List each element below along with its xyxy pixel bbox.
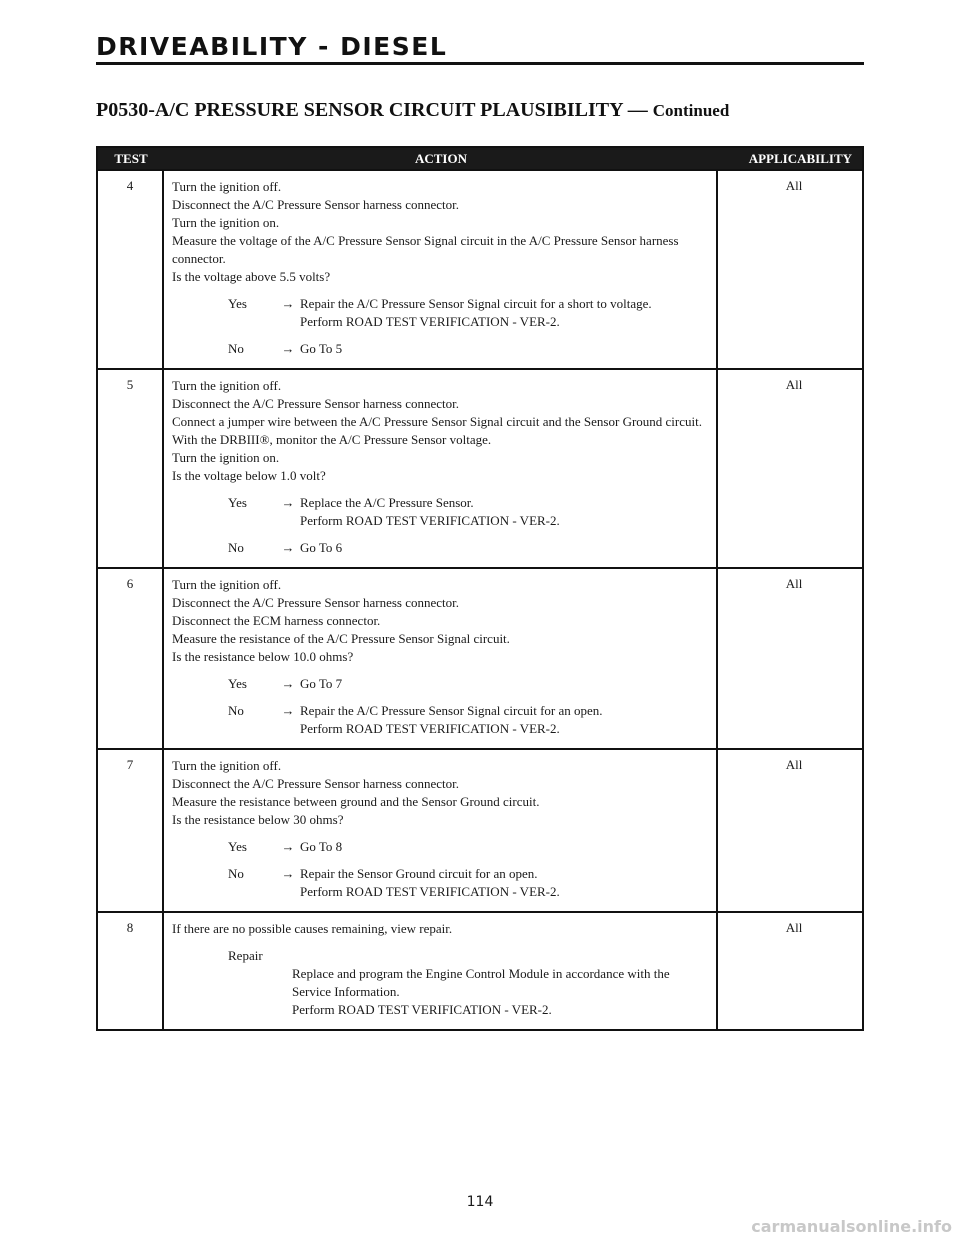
no-branch (172, 340, 710, 358)
test-applicability: All (785, 576, 803, 591)
header-action: ACTION (414, 151, 467, 166)
step-line: Disconnect the A/C Pressure Sensor harness connector. (172, 197, 460, 212)
step-question: Is the voltage below 1.0 volt? (172, 468, 326, 483)
no-branch (172, 539, 710, 557)
step-line: Disconnect the ECM harness connector. (172, 613, 381, 628)
yes-outcome (300, 295, 710, 331)
test-applicability: All (785, 178, 803, 193)
test-row (98, 567, 862, 748)
step-question: Is the voltage above 5.5 volts? (172, 269, 331, 284)
no-branch (172, 865, 710, 901)
step-line: If there are no possible causes remaining, view repair. (172, 921, 453, 936)
section-title: DRIVEABILITY - DIESEL (96, 32, 448, 61)
no-outcome (300, 539, 710, 557)
yes-outcome (300, 838, 710, 856)
test-number: 8 (98, 913, 164, 1029)
step-line: Turn the ignition off. (172, 758, 282, 773)
test-row (98, 368, 862, 567)
repair-instructions (228, 965, 710, 1019)
title-rule (96, 62, 864, 65)
heading-title: P0530-A/C PRESSURE SENSOR CIRCUIT PLAUSIBILITY — (96, 99, 648, 121)
page-heading (96, 99, 729, 122)
no-text: Go To 5 (300, 341, 343, 356)
step-line: Disconnect the A/C Pressure Sensor harness connector. (172, 595, 460, 610)
repair-line: Perform ROAD TEST VERIFICATION - VER-2. (292, 1002, 552, 1017)
yes-branch (172, 295, 710, 331)
repair-block (172, 947, 710, 1019)
test-row (98, 169, 862, 368)
step-line: Measure the voltage of the A/C Pressure Sensor Signal circuit in the A/C Pressure Sensor harness connector. (172, 233, 679, 266)
yes-subtext: Perform ROAD TEST VERIFICATION - VER-2. (300, 513, 560, 528)
repair-label: Repair (228, 948, 263, 963)
test-action (164, 750, 718, 911)
test-action (164, 569, 718, 748)
arrow-icon: → (281, 495, 295, 510)
table-header (98, 148, 862, 169)
arrow-icon: → (281, 341, 295, 356)
repair-line: Replace and program the Engine Control Module in accordance with the Service Information. (292, 966, 670, 999)
heading-continued: Continued (652, 101, 730, 120)
test-applicability: All (785, 757, 803, 772)
no-outcome (300, 702, 710, 738)
test-number: 6 (98, 569, 164, 748)
yes-text: Replace the A/C Pressure Sensor. (300, 495, 474, 510)
no-text: Go To 6 (300, 540, 343, 555)
yes-label: Yes (228, 839, 247, 854)
no-label: No (228, 540, 244, 555)
no-subtext: Perform ROAD TEST VERIFICATION - VER-2. (300, 721, 560, 736)
step-line: Turn the ignition off. (172, 378, 282, 393)
test-number: 7 (98, 750, 164, 911)
header-test: TEST (114, 151, 148, 166)
arrow-icon: → (281, 296, 295, 311)
watermark: carmanualsonline.info (751, 1217, 952, 1236)
test-action (164, 370, 718, 567)
test-action (164, 913, 718, 1029)
test-applicability: All (785, 920, 803, 935)
yes-branch (172, 838, 710, 856)
no-subtext: Perform ROAD TEST VERIFICATION - VER-2. (300, 884, 560, 899)
yes-outcome (300, 675, 710, 693)
step-question: Is the resistance below 10.0 ohms? (172, 649, 354, 664)
yes-text: Repair the A/C Pressure Sensor Signal circuit for a short to voltage. (300, 296, 652, 311)
no-outcome (300, 340, 710, 358)
arrow-icon: → (281, 540, 295, 555)
no-outcome (300, 865, 710, 901)
procedure-table (96, 146, 864, 1031)
no-branch (172, 702, 710, 738)
arrow-icon: → (281, 839, 295, 854)
arrow-icon: → (281, 676, 295, 691)
step-line: Measure the resistance of the A/C Pressure Sensor Signal circuit. (172, 631, 510, 646)
yes-branch (172, 494, 710, 530)
step-line: Measure the resistance between ground and the Sensor Ground circuit. (172, 794, 540, 809)
step-line: Disconnect the A/C Pressure Sensor harness connector. (172, 776, 460, 791)
step-line: Turn the ignition on. (172, 215, 280, 230)
arrow-icon: → (281, 703, 295, 718)
step-line: Turn the ignition off. (172, 577, 282, 592)
no-text: Repair the A/C Pressure Sensor Signal circuit for an open. (300, 703, 603, 718)
arrow-icon: → (281, 866, 295, 881)
no-label: No (228, 866, 244, 881)
step-line: With the DRBIII®, monitor the A/C Pressure Sensor voltage. (172, 432, 492, 447)
page-number: 114 (466, 1194, 494, 1210)
no-label: No (228, 341, 244, 356)
no-label: No (228, 703, 244, 718)
step-line: Connect a jumper wire between the A/C Pressure Sensor Signal circuit and the Sensor Ground circuit. (172, 414, 702, 429)
test-number: 4 (98, 171, 164, 368)
yes-subtext: Perform ROAD TEST VERIFICATION - VER-2. (300, 314, 560, 329)
yes-label: Yes (228, 495, 247, 510)
step-line: Disconnect the A/C Pressure Sensor harness connector. (172, 396, 460, 411)
yes-branch (172, 675, 710, 693)
header-applicability: APPLICABILITY (748, 151, 852, 166)
test-row (98, 748, 862, 911)
no-text: Repair the Sensor Ground circuit for an open. (300, 866, 538, 881)
test-applicability: All (785, 377, 803, 392)
yes-outcome (300, 494, 710, 530)
yes-label: Yes (228, 676, 247, 691)
test-action (164, 171, 718, 368)
test-row (98, 911, 862, 1029)
step-line: Turn the ignition off. (172, 179, 282, 194)
yes-label: Yes (228, 296, 247, 311)
yes-text: Go To 7 (300, 676, 343, 691)
test-number: 5 (98, 370, 164, 567)
step-question: Is the resistance below 30 ohms? (172, 812, 344, 827)
yes-text: Go To 8 (300, 839, 343, 854)
step-line: Turn the ignition on. (172, 450, 280, 465)
